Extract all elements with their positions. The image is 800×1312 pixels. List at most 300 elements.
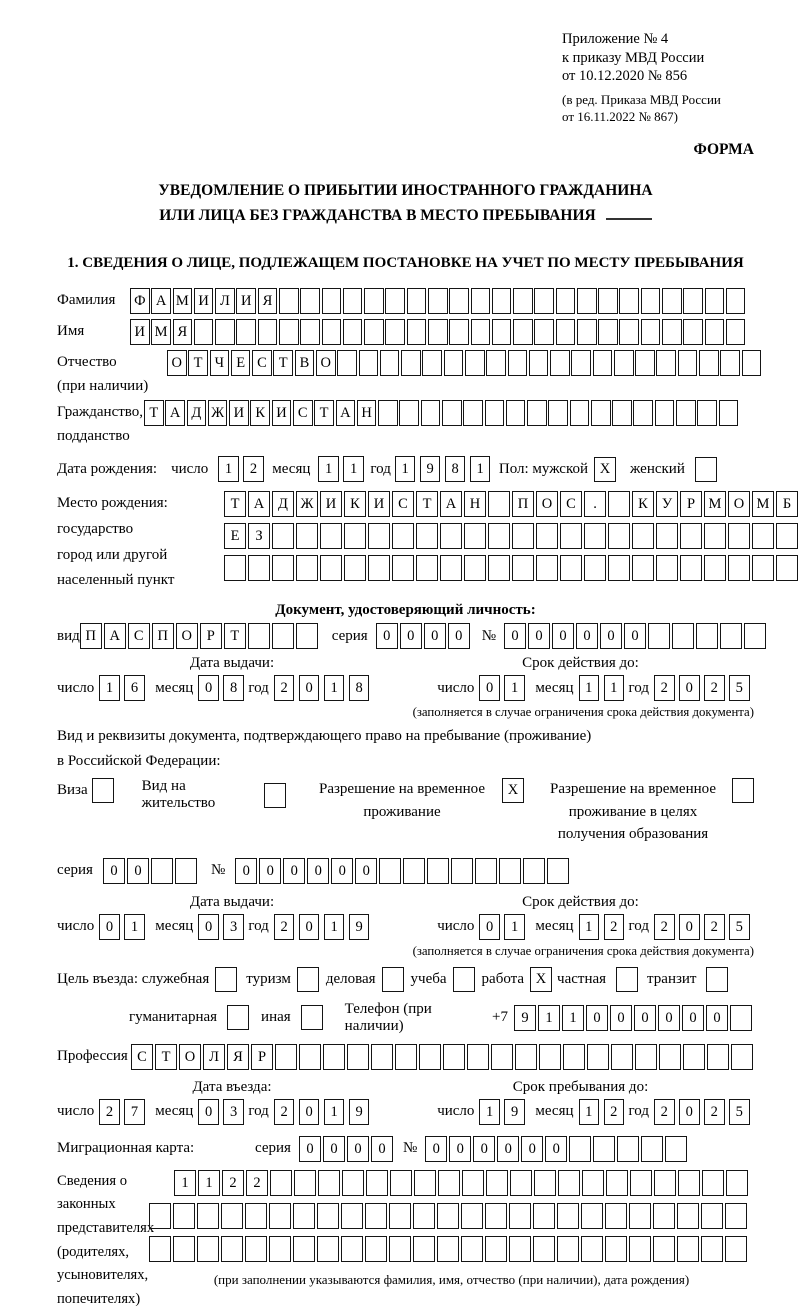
form-cell[interactable]	[488, 491, 510, 517]
form-cell[interactable]	[413, 1236, 435, 1262]
form-cell[interactable]: 1	[343, 456, 364, 482]
form-cell[interactable]	[731, 1044, 753, 1070]
form-cell[interactable]	[702, 1170, 724, 1196]
form-cell[interactable]: П	[80, 623, 102, 649]
form-cell[interactable]: 0	[323, 1136, 345, 1162]
form-cell[interactable]	[341, 1203, 363, 1229]
form-cell[interactable]	[605, 1203, 627, 1229]
work-checkbox[interactable]: X	[530, 967, 552, 992]
form-cell[interactable]	[662, 288, 682, 314]
form-cell[interactable]	[629, 1236, 651, 1262]
form-cell[interactable]: 0	[504, 623, 526, 649]
form-cell[interactable]: 0	[299, 1136, 321, 1162]
form-cell[interactable]: З	[248, 523, 270, 549]
form-cell[interactable]	[527, 400, 547, 426]
form-cell[interactable]	[221, 1203, 243, 1229]
form-cell[interactable]: Р	[200, 623, 222, 649]
form-cell[interactable]	[461, 1203, 483, 1229]
form-cell[interactable]	[656, 523, 678, 549]
form-cell[interactable]: 1	[318, 456, 339, 482]
form-cell[interactable]	[296, 555, 318, 581]
form-cell[interactable]: 1	[562, 1005, 584, 1031]
form-cell[interactable]: Я	[227, 1044, 249, 1070]
form-cell[interactable]	[416, 555, 438, 581]
form-cell[interactable]	[509, 1236, 531, 1262]
form-cell[interactable]	[368, 523, 390, 549]
form-cell[interactable]	[318, 1170, 340, 1196]
form-cell[interactable]	[656, 350, 676, 376]
form-cell[interactable]: 1	[579, 1099, 600, 1125]
form-cell[interactable]	[236, 319, 256, 345]
form-cell[interactable]	[742, 350, 762, 376]
form-cell[interactable]: 0	[400, 623, 422, 649]
form-cell[interactable]	[248, 555, 270, 581]
form-cell[interactable]	[699, 350, 719, 376]
form-cell[interactable]	[593, 1136, 615, 1162]
form-cell[interactable]: М	[173, 288, 193, 314]
form-cell[interactable]: 1	[218, 456, 239, 482]
form-cell[interactable]	[392, 555, 414, 581]
form-cell[interactable]	[683, 1044, 705, 1070]
form-cell[interactable]: 1	[198, 1170, 220, 1196]
form-cell[interactable]	[571, 350, 591, 376]
female-checkbox[interactable]	[695, 457, 717, 482]
form-cell[interactable]	[577, 319, 597, 345]
form-cell[interactable]	[720, 350, 740, 376]
form-cell[interactable]	[512, 523, 534, 549]
form-cell[interactable]: А	[151, 288, 171, 314]
form-cell[interactable]	[359, 350, 379, 376]
form-cell[interactable]	[619, 319, 639, 345]
form-cell[interactable]	[272, 623, 294, 649]
form-cell[interactable]	[558, 1170, 580, 1196]
form-cell[interactable]	[342, 1170, 364, 1196]
form-cell[interactable]	[467, 1044, 489, 1070]
form-cell[interactable]: О	[176, 623, 198, 649]
form-cell[interactable]: Т	[188, 350, 208, 376]
form-cell[interactable]: 2	[654, 1099, 675, 1125]
form-cell[interactable]: П	[152, 623, 174, 649]
form-cell[interactable]: К	[250, 400, 270, 426]
form-cell[interactable]: 2	[604, 914, 625, 940]
form-cell[interactable]	[419, 1044, 441, 1070]
form-cell[interactable]: 2	[704, 1099, 725, 1125]
form-cell[interactable]	[461, 1236, 483, 1262]
form-cell[interactable]	[678, 350, 698, 376]
other-checkbox[interactable]	[301, 1005, 323, 1030]
form-cell[interactable]	[471, 288, 491, 314]
form-cell[interactable]	[539, 1044, 561, 1070]
form-cell[interactable]: 0	[552, 623, 574, 649]
form-cell[interactable]: 9	[504, 1099, 525, 1125]
form-cell[interactable]	[513, 288, 533, 314]
form-cell[interactable]	[317, 1203, 339, 1229]
form-cell[interactable]	[648, 623, 670, 649]
form-cell[interactable]	[341, 1236, 363, 1262]
form-cell[interactable]	[442, 400, 462, 426]
form-cell[interactable]: 5	[729, 1099, 750, 1125]
form-cell[interactable]: 0	[259, 858, 281, 884]
form-cell[interactable]: С	[293, 400, 313, 426]
form-cell[interactable]	[697, 400, 717, 426]
form-cell[interactable]: 1	[99, 675, 120, 701]
form-cell[interactable]: 7	[124, 1099, 145, 1125]
form-cell[interactable]	[593, 350, 613, 376]
form-cell[interactable]: 0	[624, 623, 646, 649]
form-cell[interactable]	[677, 1236, 699, 1262]
form-cell[interactable]	[438, 1170, 460, 1196]
form-cell[interactable]: Е	[224, 523, 246, 549]
form-cell[interactable]: Е	[231, 350, 251, 376]
form-cell[interactable]: 2	[274, 1099, 295, 1125]
form-cell[interactable]	[322, 288, 342, 314]
form-cell[interactable]	[371, 1044, 393, 1070]
form-cell[interactable]: А	[248, 491, 270, 517]
form-cell[interactable]	[173, 1236, 195, 1262]
form-cell[interactable]	[680, 555, 702, 581]
form-cell[interactable]	[632, 523, 654, 549]
form-cell[interactable]	[428, 319, 448, 345]
form-cell[interactable]	[413, 1203, 435, 1229]
form-cell[interactable]	[300, 319, 320, 345]
form-cell[interactable]	[269, 1203, 291, 1229]
form-cell[interactable]	[506, 400, 526, 426]
form-cell[interactable]	[337, 350, 357, 376]
form-cell[interactable]: О	[316, 350, 336, 376]
form-cell[interactable]: Д	[272, 491, 294, 517]
form-cell[interactable]	[471, 319, 491, 345]
form-cell[interactable]	[437, 1203, 459, 1229]
form-cell[interactable]	[656, 555, 678, 581]
form-cell[interactable]	[258, 319, 278, 345]
form-cell[interactable]	[550, 350, 570, 376]
form-cell[interactable]	[529, 350, 549, 376]
humanitarian-checkbox[interactable]	[227, 1005, 249, 1030]
form-cell[interactable]: 0	[235, 858, 257, 884]
form-cell[interactable]	[659, 1044, 681, 1070]
form-cell[interactable]: 0	[371, 1136, 393, 1162]
form-cell[interactable]	[221, 1236, 243, 1262]
form-cell[interactable]: Р	[680, 491, 702, 517]
form-cell[interactable]: Н	[464, 491, 486, 517]
form-cell[interactable]: 0	[658, 1005, 680, 1031]
form-cell[interactable]	[683, 288, 703, 314]
form-cell[interactable]	[752, 555, 774, 581]
form-cell[interactable]: 0	[679, 914, 700, 940]
form-cell[interactable]	[279, 288, 299, 314]
form-cell[interactable]: 0	[198, 1099, 219, 1125]
form-cell[interactable]	[577, 288, 597, 314]
form-cell[interactable]: 0	[355, 858, 377, 884]
form-cell[interactable]: 1	[504, 675, 525, 701]
form-cell[interactable]	[608, 555, 630, 581]
form-cell[interactable]: А	[165, 400, 185, 426]
form-cell[interactable]	[380, 350, 400, 376]
form-cell[interactable]	[389, 1203, 411, 1229]
form-cell[interactable]	[389, 1236, 411, 1262]
form-cell[interactable]: Ф	[130, 288, 150, 314]
form-cell[interactable]	[563, 1044, 585, 1070]
form-cell[interactable]	[407, 288, 427, 314]
residence-permit-checkbox[interactable]	[264, 783, 286, 808]
form-cell[interactable]: Т	[314, 400, 334, 426]
form-cell[interactable]	[725, 1203, 747, 1229]
form-cell[interactable]	[475, 858, 497, 884]
form-cell[interactable]	[533, 1236, 555, 1262]
form-cell[interactable]: 8	[223, 675, 244, 701]
form-cell[interactable]: 2	[222, 1170, 244, 1196]
form-cell[interactable]: 2	[246, 1170, 268, 1196]
form-cell[interactable]: К	[632, 491, 654, 517]
form-cell[interactable]	[701, 1203, 723, 1229]
form-cell[interactable]: 1	[324, 1099, 345, 1125]
form-cell[interactable]: 0	[127, 858, 149, 884]
form-cell[interactable]	[608, 491, 630, 517]
form-cell[interactable]: 0	[586, 1005, 608, 1031]
form-cell[interactable]	[194, 319, 214, 345]
form-cell[interactable]: 2	[654, 675, 675, 701]
form-cell[interactable]	[403, 858, 425, 884]
private-checkbox[interactable]	[616, 967, 638, 992]
form-cell[interactable]	[320, 555, 342, 581]
form-cell[interactable]: 1	[124, 914, 145, 940]
study-checkbox[interactable]	[453, 967, 475, 992]
form-cell[interactable]	[705, 319, 725, 345]
form-cell[interactable]: 0	[331, 858, 353, 884]
form-cell[interactable]: 0	[479, 914, 500, 940]
form-cell[interactable]: 9	[514, 1005, 536, 1031]
form-cell[interactable]: 1	[324, 675, 345, 701]
form-cell[interactable]: И	[272, 400, 292, 426]
form-cell[interactable]: М	[151, 319, 171, 345]
form-cell[interactable]	[492, 319, 512, 345]
form-cell[interactable]: 2	[704, 675, 725, 701]
form-cell[interactable]: 0	[99, 914, 120, 940]
form-cell[interactable]: У	[656, 491, 678, 517]
service-checkbox[interactable]	[215, 967, 237, 992]
form-cell[interactable]: Ж	[296, 491, 318, 517]
form-cell[interactable]	[617, 1136, 639, 1162]
temp-permit-checkbox[interactable]: X	[502, 778, 524, 803]
form-cell[interactable]: С	[128, 623, 150, 649]
form-cell[interactable]	[485, 400, 505, 426]
form-cell[interactable]: 0	[576, 623, 598, 649]
form-cell[interactable]	[365, 1203, 387, 1229]
form-cell[interactable]	[390, 1170, 412, 1196]
form-cell[interactable]: И	[368, 491, 390, 517]
form-cell[interactable]	[512, 555, 534, 581]
form-cell[interactable]	[499, 858, 521, 884]
form-cell[interactable]	[696, 623, 718, 649]
form-cell[interactable]	[149, 1203, 171, 1229]
form-cell[interactable]	[582, 1170, 604, 1196]
form-cell[interactable]	[428, 288, 448, 314]
form-cell[interactable]	[633, 400, 653, 426]
form-cell[interactable]: 0	[299, 1099, 320, 1125]
form-cell[interactable]: 0	[634, 1005, 656, 1031]
form-cell[interactable]: О	[179, 1044, 201, 1070]
form-cell[interactable]: 0	[682, 1005, 704, 1031]
form-cell[interactable]	[726, 319, 746, 345]
form-cell[interactable]	[629, 1203, 651, 1229]
form-cell[interactable]: 2	[604, 1099, 625, 1125]
form-cell[interactable]	[560, 555, 582, 581]
form-cell[interactable]	[701, 1236, 723, 1262]
form-cell[interactable]: 0	[198, 675, 219, 701]
form-cell[interactable]	[279, 319, 299, 345]
business-checkbox[interactable]	[382, 967, 404, 992]
form-cell[interactable]: А	[440, 491, 462, 517]
form-cell[interactable]	[608, 523, 630, 549]
form-cell[interactable]	[245, 1203, 267, 1229]
form-cell[interactable]	[449, 288, 469, 314]
form-cell[interactable]	[378, 400, 398, 426]
form-cell[interactable]	[726, 1170, 748, 1196]
form-cell[interactable]	[385, 319, 405, 345]
form-cell[interactable]: 1	[395, 456, 416, 482]
form-cell[interactable]	[581, 1236, 603, 1262]
form-cell[interactable]	[275, 1044, 297, 1070]
form-cell[interactable]	[392, 523, 414, 549]
form-cell[interactable]	[151, 858, 173, 884]
form-cell[interactable]: М	[704, 491, 726, 517]
form-cell[interactable]	[486, 350, 506, 376]
form-cell[interactable]	[683, 319, 703, 345]
form-cell[interactable]	[344, 555, 366, 581]
form-cell[interactable]	[676, 400, 696, 426]
form-cell[interactable]: Т	[144, 400, 164, 426]
form-cell[interactable]	[248, 623, 270, 649]
form-cell[interactable]	[443, 1044, 465, 1070]
form-cell[interactable]	[272, 555, 294, 581]
form-cell[interactable]	[569, 1136, 591, 1162]
form-cell[interactable]	[492, 288, 512, 314]
form-cell[interactable]: С	[131, 1044, 153, 1070]
form-cell[interactable]	[570, 400, 590, 426]
form-cell[interactable]: 0	[424, 623, 446, 649]
transit-checkbox[interactable]	[706, 967, 728, 992]
form-cell[interactable]	[451, 858, 473, 884]
form-cell[interactable]	[365, 1236, 387, 1262]
form-cell[interactable]: 2	[274, 914, 295, 940]
form-cell[interactable]	[534, 319, 554, 345]
form-cell[interactable]: 0	[706, 1005, 728, 1031]
form-cell[interactable]: Т	[155, 1044, 177, 1070]
form-cell[interactable]	[245, 1236, 267, 1262]
form-cell[interactable]	[680, 523, 702, 549]
form-cell[interactable]: Л	[203, 1044, 225, 1070]
form-cell[interactable]: О	[167, 350, 187, 376]
form-cell[interactable]	[421, 400, 441, 426]
form-cell[interactable]	[728, 555, 750, 581]
form-cell[interactable]	[726, 288, 746, 314]
form-cell[interactable]	[488, 555, 510, 581]
form-cell[interactable]: 1	[479, 1099, 500, 1125]
form-cell[interactable]	[395, 1044, 417, 1070]
form-cell[interactable]	[175, 858, 197, 884]
form-cell[interactable]	[513, 319, 533, 345]
form-cell[interactable]: 9	[420, 456, 441, 482]
form-cell[interactable]	[598, 319, 618, 345]
form-cell[interactable]	[347, 1044, 369, 1070]
form-cell[interactable]	[557, 1236, 579, 1262]
form-cell[interactable]: 2	[99, 1099, 120, 1125]
form-cell[interactable]	[598, 288, 618, 314]
form-cell[interactable]	[744, 623, 766, 649]
form-cell[interactable]	[293, 1236, 315, 1262]
form-cell[interactable]: 0	[679, 675, 700, 701]
form-cell[interactable]: 0	[299, 675, 320, 701]
form-cell[interactable]: М	[752, 491, 774, 517]
form-cell[interactable]	[556, 288, 576, 314]
form-cell[interactable]: И	[236, 288, 256, 314]
form-cell[interactable]: 1	[504, 914, 525, 940]
form-cell[interactable]	[317, 1236, 339, 1262]
form-cell[interactable]	[416, 523, 438, 549]
form-cell[interactable]: .	[584, 491, 606, 517]
form-cell[interactable]	[320, 523, 342, 549]
form-cell[interactable]	[422, 350, 442, 376]
form-cell[interactable]	[776, 555, 798, 581]
form-cell[interactable]: 2	[704, 914, 725, 940]
form-cell[interactable]	[752, 523, 774, 549]
form-cell[interactable]: 9	[349, 914, 370, 940]
form-cell[interactable]	[399, 400, 419, 426]
form-cell[interactable]: Я	[173, 319, 193, 345]
form-cell[interactable]	[557, 1203, 579, 1229]
form-cell[interactable]	[437, 1236, 459, 1262]
form-cell[interactable]	[427, 858, 449, 884]
form-cell[interactable]	[641, 288, 661, 314]
form-cell[interactable]: 0	[610, 1005, 632, 1031]
form-cell[interactable]: Б	[776, 491, 798, 517]
visa-checkbox[interactable]	[92, 778, 114, 803]
form-cell[interactable]	[581, 1203, 603, 1229]
form-cell[interactable]	[605, 1236, 627, 1262]
form-cell[interactable]: А	[336, 400, 356, 426]
form-cell[interactable]: Я	[258, 288, 278, 314]
form-cell[interactable]: Р	[251, 1044, 273, 1070]
form-cell[interactable]	[344, 523, 366, 549]
form-cell[interactable]	[488, 523, 510, 549]
form-cell[interactable]: 1	[174, 1170, 196, 1196]
form-cell[interactable]	[270, 1170, 292, 1196]
form-cell[interactable]	[491, 1044, 513, 1070]
form-cell[interactable]: С	[560, 491, 582, 517]
tourism-checkbox[interactable]	[297, 967, 319, 992]
form-cell[interactable]: 2	[654, 914, 675, 940]
form-cell[interactable]	[720, 623, 742, 649]
form-cell[interactable]	[704, 523, 726, 549]
form-cell[interactable]	[215, 319, 235, 345]
form-cell[interactable]	[485, 1236, 507, 1262]
form-cell[interactable]: 5	[729, 914, 750, 940]
form-cell[interactable]: 0	[545, 1136, 567, 1162]
form-cell[interactable]: 0	[679, 1099, 700, 1125]
form-cell[interactable]: 2	[243, 456, 264, 482]
form-cell[interactable]	[343, 319, 363, 345]
form-cell[interactable]	[677, 1203, 699, 1229]
form-cell[interactable]	[296, 623, 318, 649]
form-cell[interactable]	[584, 523, 606, 549]
form-cell[interactable]	[725, 1236, 747, 1262]
form-cell[interactable]	[536, 555, 558, 581]
form-cell[interactable]	[635, 350, 655, 376]
form-cell[interactable]: С	[252, 350, 272, 376]
form-cell[interactable]: И	[320, 491, 342, 517]
form-cell[interactable]: 1	[604, 675, 625, 701]
form-cell[interactable]: 0	[299, 914, 320, 940]
